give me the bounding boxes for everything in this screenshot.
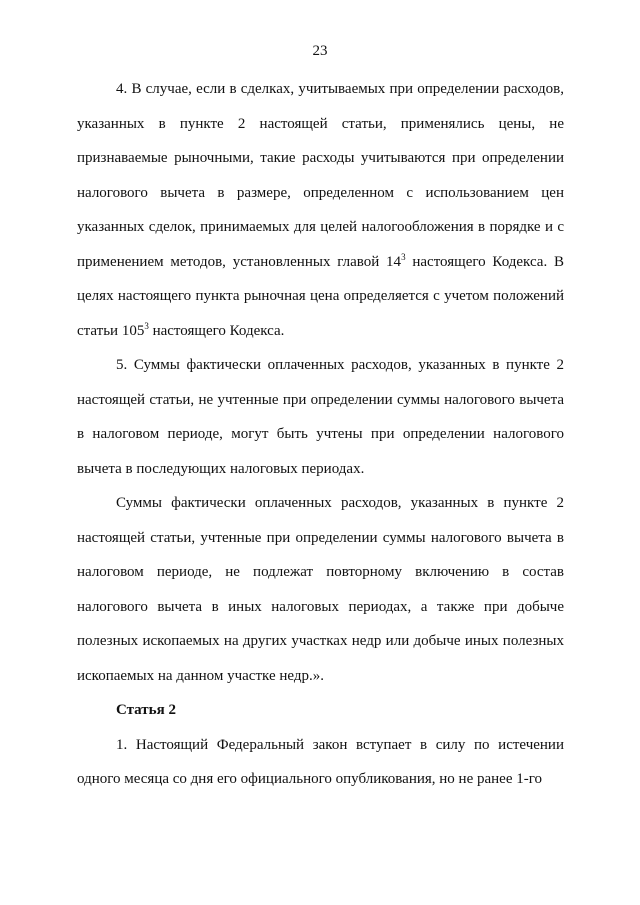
paragraph-4-text-b: настоящего Кодекса. В целях настоящего пункта рыночная цена определяется с учетом положений статьи 105 (77, 253, 564, 339)
article-2-paragraph-1: 1. Настоящий Федеральный закон вступает в силу по истечении одного месяца со дня его официального опубликования, но не ранее 1-го (77, 736, 564, 787)
paragraph-4-text-a: 4. В случае, если в сделках, учитываемых при определении расходов, указанных в пункте 2 настоящей статьи, применялись цены, не признаваемые рыночными, такие расходы учитываются при определении налогового вычета в размере, определенном с использованием цен указанных сделок, принимаемых для целей налогообложения в порядке и с применением методов, установленных главой 14 (77, 81, 564, 270)
paragraph-5-continued: Суммы фактически оплаченных расходов, указанных в пункте 2 настоящей статьи, учтенные при определении суммы налогового вычета в налоговом периоде, не подлежат повторному включению в состав налогового вычета в иных налоговых периодах, а также при добыче полезных ископаемых на других участках недр или добыче иных полезных ископаемых на данном участке недр.». (77, 495, 564, 684)
paragraph-4 (77, 72, 564, 348)
page-number: 23 (312, 43, 328, 59)
superscript-chapter: 3 (401, 251, 406, 262)
superscript-article: 3 (144, 320, 149, 331)
document-body (77, 72, 564, 797)
paragraph-5: 5. Суммы фактически оплаченных расходов, указанных в пункте 2 настоящей статьи, не учтенные при определении суммы налогового вычета в налоговом периоде, могут быть учтены при определении налогового вычета в последующих налоговых периодах. (77, 357, 564, 477)
article-heading: Статья 2 (116, 702, 176, 718)
paragraph-4-text-c: настоящего Кодекса. (148, 322, 285, 339)
